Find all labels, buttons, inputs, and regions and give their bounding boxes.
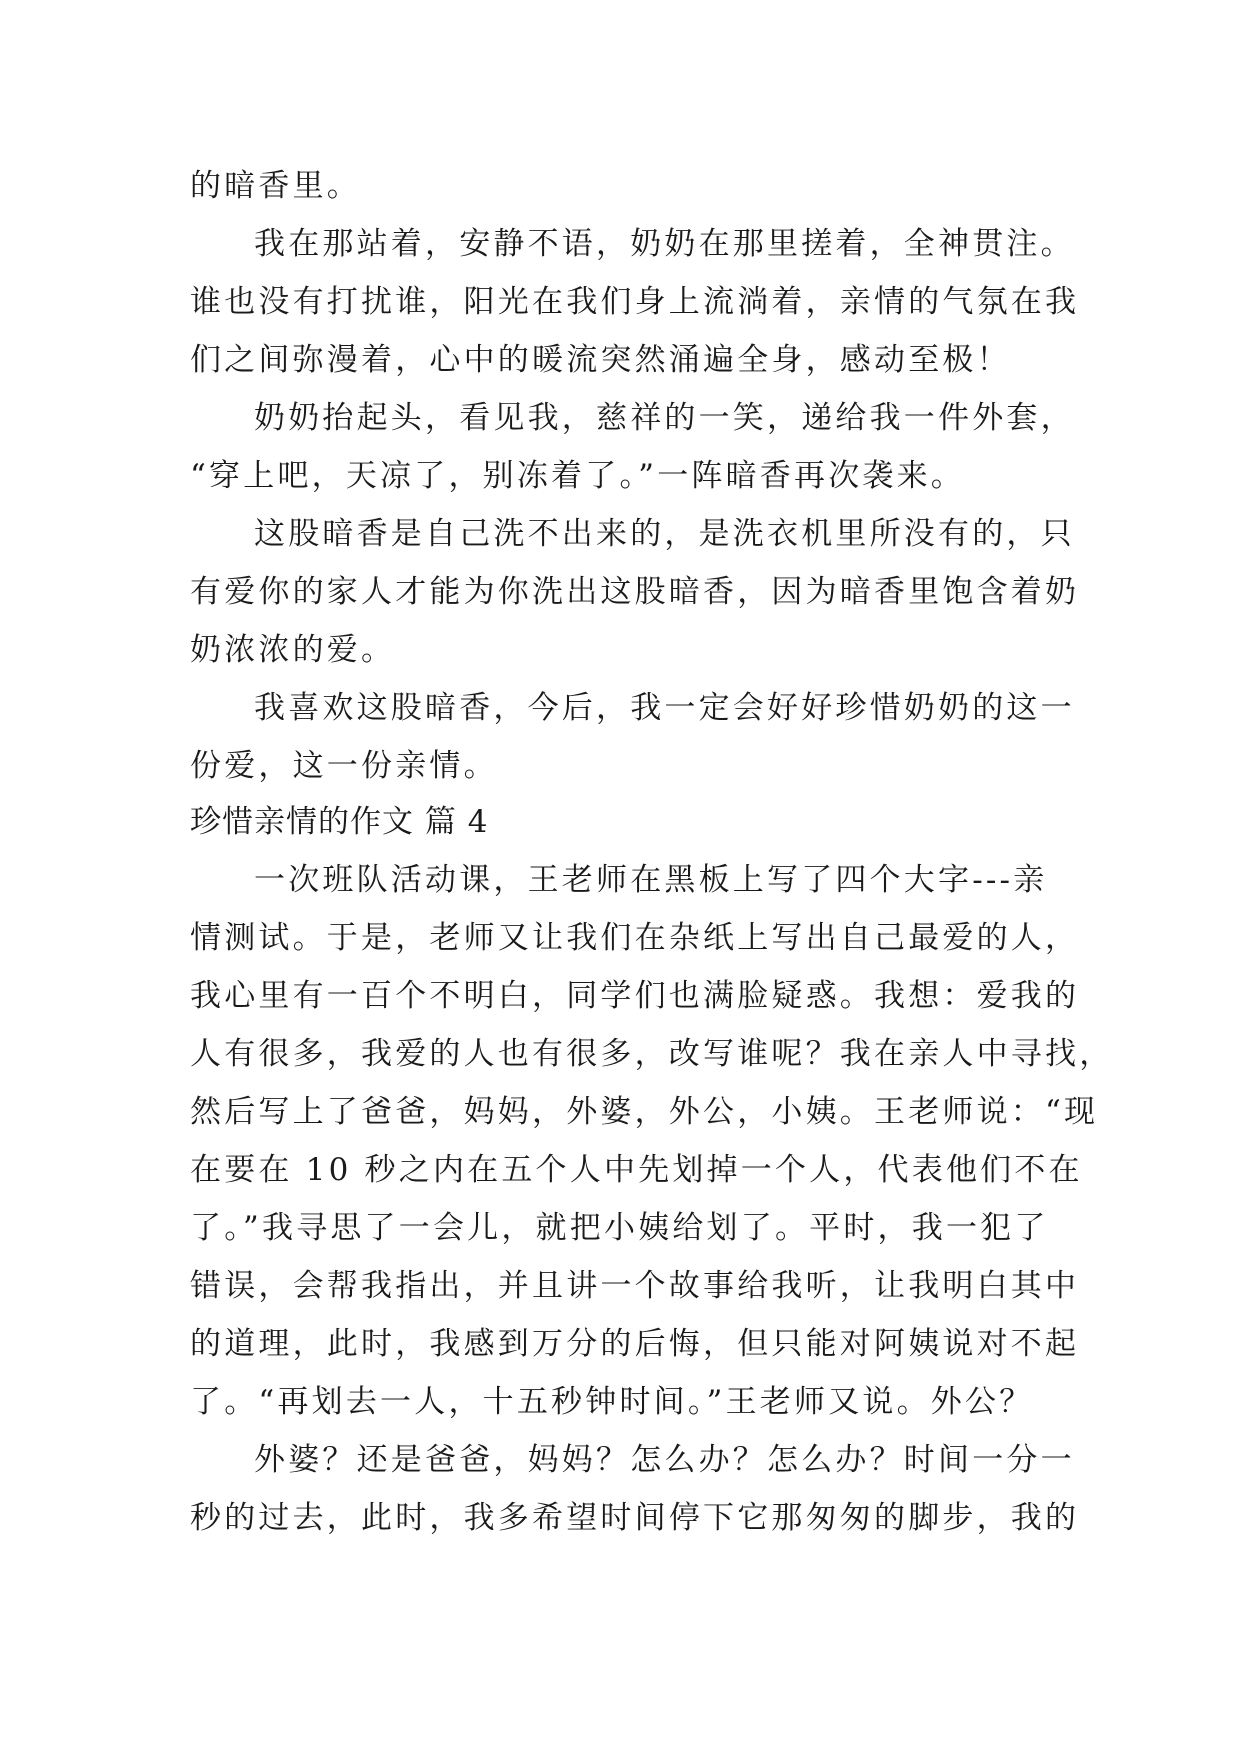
text-line: 份爱，这一份亲情。 <box>190 748 498 784</box>
text-line: 奶奶抬起头，看见我，慈祥的一笑，递给我一件外套， <box>254 400 1075 436</box>
text-line: 我心里有一百个不明白，同学们也满脸疑惑。我想：爱我的 <box>190 978 1080 1014</box>
text-line: 外婆？还是爸爸，妈妈？怎么办？怎么办？时间一分一 <box>254 1442 1075 1478</box>
text-line: 的暗香里。 <box>190 168 361 204</box>
text-line: 这股暗香是自己洗不出来的，是洗衣机里所没有的，只 <box>254 516 1075 552</box>
text-line: 我喜欢这股暗香，今后，我一定会好好珍惜奶奶的这一 <box>254 690 1075 726</box>
text-line: 了。“再划去一人，十五秒钟时间。”王老师又说。外公？ <box>190 1384 1034 1420</box>
text-line: 一次班队活动课，王老师在黑板上写了四个大字---亲 <box>254 862 1048 898</box>
text-line: 人有很多，我爱的人也有很多，改写谁呢？我在亲人中寻找， <box>190 1036 1114 1072</box>
text-line: 有爱你的家人才能为你洗出这股暗香，因为暗香里饱含着奶 <box>190 574 1080 610</box>
text-line: 我在那站着，安静不语，奶奶在那里搓着，全神贯注。 <box>254 226 1075 262</box>
text-line: 谁也没有打扰谁，阳光在我们身上流淌着，亲情的气氛在我 <box>190 284 1080 320</box>
text-line: 错误，会帮我指出，并且讲一个故事给我听，让我明白其中 <box>190 1268 1080 1304</box>
text-line: “穿上吧，天凉了，别冻着了。”一阵暗香再次袭来。 <box>190 458 965 494</box>
text-line: 奶浓浓的爱。 <box>190 632 396 668</box>
text-line: 然后写上了爸爸，妈妈，外婆，外公，小姨。王老师说：“现 <box>190 1094 1099 1130</box>
text-line: 们之间弥漫着，心中的暖流突然涌遍全身，感动至极！ <box>190 342 1011 378</box>
section-heading: 珍惜亲情的作文 篇 4 <box>190 804 489 840</box>
text-line: 情测试。于是，老师又让我们在杂纸上写出自己最爱的人， <box>190 920 1080 956</box>
text-line: 秒的过去，此时，我多希望时间停下它那匆匆的脚步，我的 <box>190 1500 1080 1536</box>
text-line: 在要在 10 秒之内在五个人中先划掉一个人，代表他们不在 <box>190 1152 1083 1188</box>
text-line: 了。”我寻思了一会儿，就把小姨给划了。平时，我一犯了 <box>190 1210 1049 1246</box>
text-line: 的道理，此时，我感到万分的后悔，但只能对阿姨说对不起 <box>190 1326 1080 1362</box>
